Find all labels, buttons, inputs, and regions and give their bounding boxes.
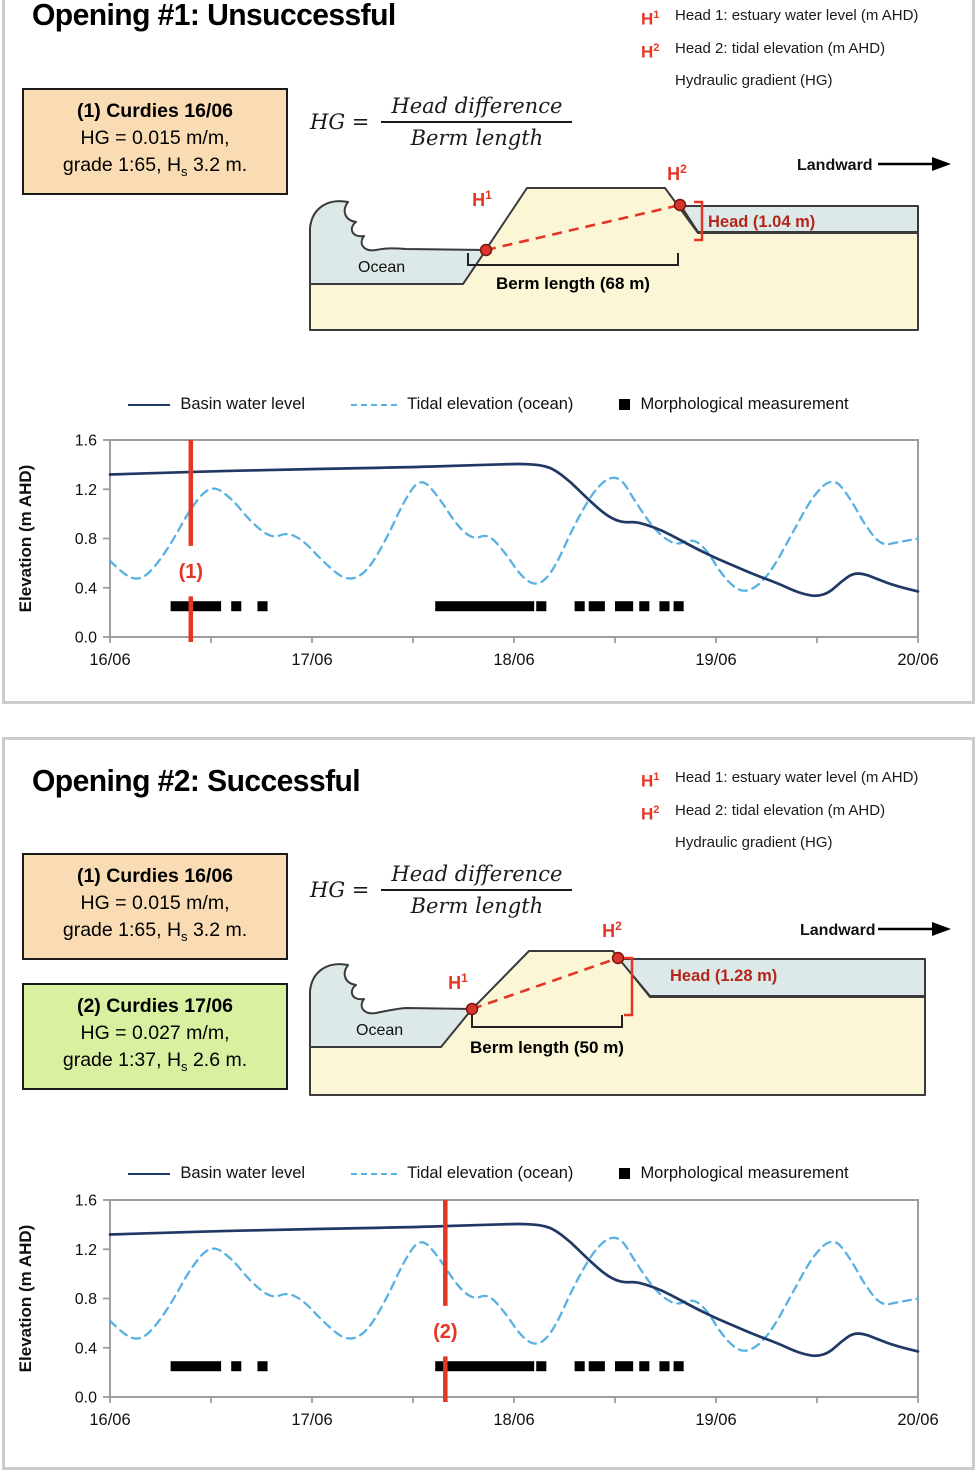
tidal-elevation-line xyxy=(110,478,918,591)
morphological-segment xyxy=(659,601,669,611)
landward-arrow-icon xyxy=(878,157,951,171)
basin-water-level-line xyxy=(110,464,918,596)
x-tick-label: 19/06 xyxy=(695,651,737,669)
h2-symbol: $H^2$ xyxy=(641,41,660,62)
h2-point-label: $H^2$ xyxy=(667,162,687,184)
h1-point-label: $H^1$ xyxy=(448,971,468,993)
chart-legend xyxy=(5,395,972,414)
y-tick-label: 0.4 xyxy=(74,1340,97,1358)
morphological-segment xyxy=(639,1361,649,1371)
x-tick-label: 17/06 xyxy=(291,1411,333,1429)
h1-symbol: $H^1$ xyxy=(641,9,660,29)
h1-symbol: $H^1$ xyxy=(641,771,660,791)
morphological-segment xyxy=(257,601,267,611)
h1-dot xyxy=(467,1004,478,1015)
y-tick-label: 1.6 xyxy=(74,432,97,450)
chart-1 xyxy=(5,425,972,690)
x-tick-label: 20/06 xyxy=(897,651,939,669)
info-box-1 xyxy=(22,88,288,195)
legend-tidal: Tidal elevation (ocean) xyxy=(351,395,573,414)
morphological-segment xyxy=(536,601,546,611)
y-tick-label: 0.0 xyxy=(74,629,97,647)
h1-legend-label: Head 1: estuary water level (m AHD) xyxy=(675,7,919,24)
h2-symbol: $H^2$ xyxy=(641,803,660,824)
morphological-segment xyxy=(231,601,241,611)
y-tick-label: 0.0 xyxy=(74,1389,97,1407)
legend-basin: Basin water level xyxy=(128,1164,305,1183)
x-tick-label: 17/06 xyxy=(291,651,333,669)
annotation-label: (2) xyxy=(433,1321,458,1344)
legend-morphological: Morphological measurement xyxy=(619,1164,848,1183)
hg-legend-label: Hydraulic gradient (HG) xyxy=(675,72,833,90)
landward-arrow-icon xyxy=(878,922,951,936)
legend-morphological: Morphological measurement xyxy=(619,395,848,414)
morphological-segment xyxy=(674,1361,684,1371)
head-label: Head (1.04 m) xyxy=(708,213,816,231)
formula-lhs: HG = xyxy=(310,878,370,902)
dashed-line-icon xyxy=(351,404,397,406)
info-box-line3: grade 1:65, $H_s$ 3.2 m. xyxy=(62,919,248,944)
x-tick-label: 18/06 xyxy=(493,1411,535,1429)
panel-opening-2 xyxy=(2,737,975,1470)
legend-row-h1 xyxy=(641,6,978,29)
formula-denominator: Berm length xyxy=(410,126,544,150)
info-box-line3: grade 1:37, $H_s$ 2.6 m. xyxy=(62,1049,248,1074)
info-box-line2: HG = 0.015 m/m, xyxy=(80,127,230,149)
info-box-title: (2) Curdies 17/06 xyxy=(76,995,234,1017)
berm-length-label: Berm length (68 m) xyxy=(496,274,650,293)
morphological-segment xyxy=(231,1361,241,1371)
ocean-label: Ocean xyxy=(356,1022,404,1039)
ocean-label: Ocean xyxy=(358,259,406,276)
info-box-line3: grade 1:65, $H_s$ 3.2 m. xyxy=(62,154,248,179)
chart-legend xyxy=(5,1164,972,1183)
berm-length-label: Berm length (50 m) xyxy=(470,1038,624,1057)
morphological-segment xyxy=(435,1361,534,1371)
annotation-label: (1) xyxy=(178,561,204,584)
info-box-line2: HG = 0.015 m/m, xyxy=(80,892,230,914)
berm-schematic-1 xyxy=(300,148,980,338)
info-box-1 xyxy=(22,853,288,960)
morphological-segment xyxy=(639,601,649,611)
formula-numerator: Head difference xyxy=(381,862,572,891)
panel-title: Opening #2: Successful xyxy=(32,763,361,798)
chart-2 xyxy=(5,1185,972,1450)
morphological-segment xyxy=(171,1361,222,1371)
legend-row-h1 xyxy=(641,768,978,791)
h1-point-label: $H^1$ xyxy=(472,188,492,210)
morphological-segment xyxy=(171,601,222,611)
h1-dot xyxy=(481,245,492,256)
legend-tidal: Tidal elevation (ocean) xyxy=(351,1164,573,1183)
hg-formula xyxy=(310,94,572,150)
legend-row-hg xyxy=(641,71,978,90)
panel-opening-1 xyxy=(2,0,975,704)
morphological-segment xyxy=(589,601,605,611)
h2-dot xyxy=(675,200,686,211)
formula-numerator: Head difference xyxy=(381,94,572,123)
info-box-title: (1) Curdies 16/06 xyxy=(76,865,234,887)
formula-lhs: HG = xyxy=(310,110,370,134)
y-axis-label: Elevation (m AHD) xyxy=(16,464,35,613)
legend-basin: Basin water level xyxy=(128,395,305,414)
morphological-segment xyxy=(435,601,534,611)
h2-dot xyxy=(613,953,624,964)
morphological-segment xyxy=(674,601,684,611)
y-tick-label: 1.2 xyxy=(74,1241,97,1259)
hg-legend-label: Hydraulic gradient (HG) xyxy=(675,834,833,852)
y-tick-label: 0.4 xyxy=(74,580,97,598)
info-box-line2: HG = 0.027 m/m, xyxy=(80,1022,230,1044)
info-box-title: (1) Curdies 16/06 xyxy=(76,100,234,122)
h2-legend-label: Head 2: tidal elevation (m AHD) xyxy=(675,801,886,819)
head-legend xyxy=(641,6,978,100)
legend-row-h2 xyxy=(641,801,978,824)
tidal-elevation-line xyxy=(110,1238,918,1351)
h1-legend-label: Head 1: estuary water level (m AHD) xyxy=(675,769,919,786)
landward-label: Landward xyxy=(797,157,873,174)
morphological-segment xyxy=(615,601,633,611)
morphological-segment xyxy=(575,1361,585,1371)
x-tick-label: 16/06 xyxy=(89,1411,131,1429)
y-tick-label: 0.8 xyxy=(74,531,97,548)
landward-label: Landward xyxy=(800,922,876,939)
formula-denominator: Berm length xyxy=(410,894,544,918)
y-axis-label: Elevation (m AHD) xyxy=(16,1224,35,1373)
morphological-segment xyxy=(659,1361,669,1371)
morphological-segment xyxy=(589,1361,605,1371)
legend-row-hg xyxy=(641,833,978,852)
morphological-segment xyxy=(536,1361,546,1371)
y-tick-label: 1.2 xyxy=(74,481,97,499)
info-box-2 xyxy=(22,983,288,1090)
x-tick-label: 20/06 xyxy=(897,1411,939,1429)
head-label: Head (1.28 m) xyxy=(670,967,778,985)
head-legend xyxy=(641,768,978,862)
x-tick-label: 16/06 xyxy=(89,651,131,669)
basin-water-level-line xyxy=(110,1224,918,1356)
square-marker-icon xyxy=(619,399,630,410)
x-tick-label: 18/06 xyxy=(493,651,535,669)
berm-schematic-2 xyxy=(300,905,980,1110)
morphological-segment xyxy=(575,601,585,611)
h2-legend-label: Head 2: tidal elevation (m AHD) xyxy=(675,39,886,57)
solid-line-icon xyxy=(128,404,170,406)
y-tick-label: 1.6 xyxy=(74,1192,97,1210)
legend-row-h2 xyxy=(641,39,978,62)
panel-title: Opening #1: Unsuccessful xyxy=(32,0,396,32)
square-marker-icon xyxy=(619,1168,630,1179)
x-tick-label: 19/06 xyxy=(695,1411,737,1429)
h2-point-label: $H^2$ xyxy=(602,919,622,941)
solid-line-icon xyxy=(128,1173,170,1175)
morphological-segment xyxy=(615,1361,633,1371)
morphological-segment xyxy=(257,1361,267,1371)
y-tick-label: 0.8 xyxy=(74,1291,97,1308)
dashed-line-icon xyxy=(351,1173,397,1175)
